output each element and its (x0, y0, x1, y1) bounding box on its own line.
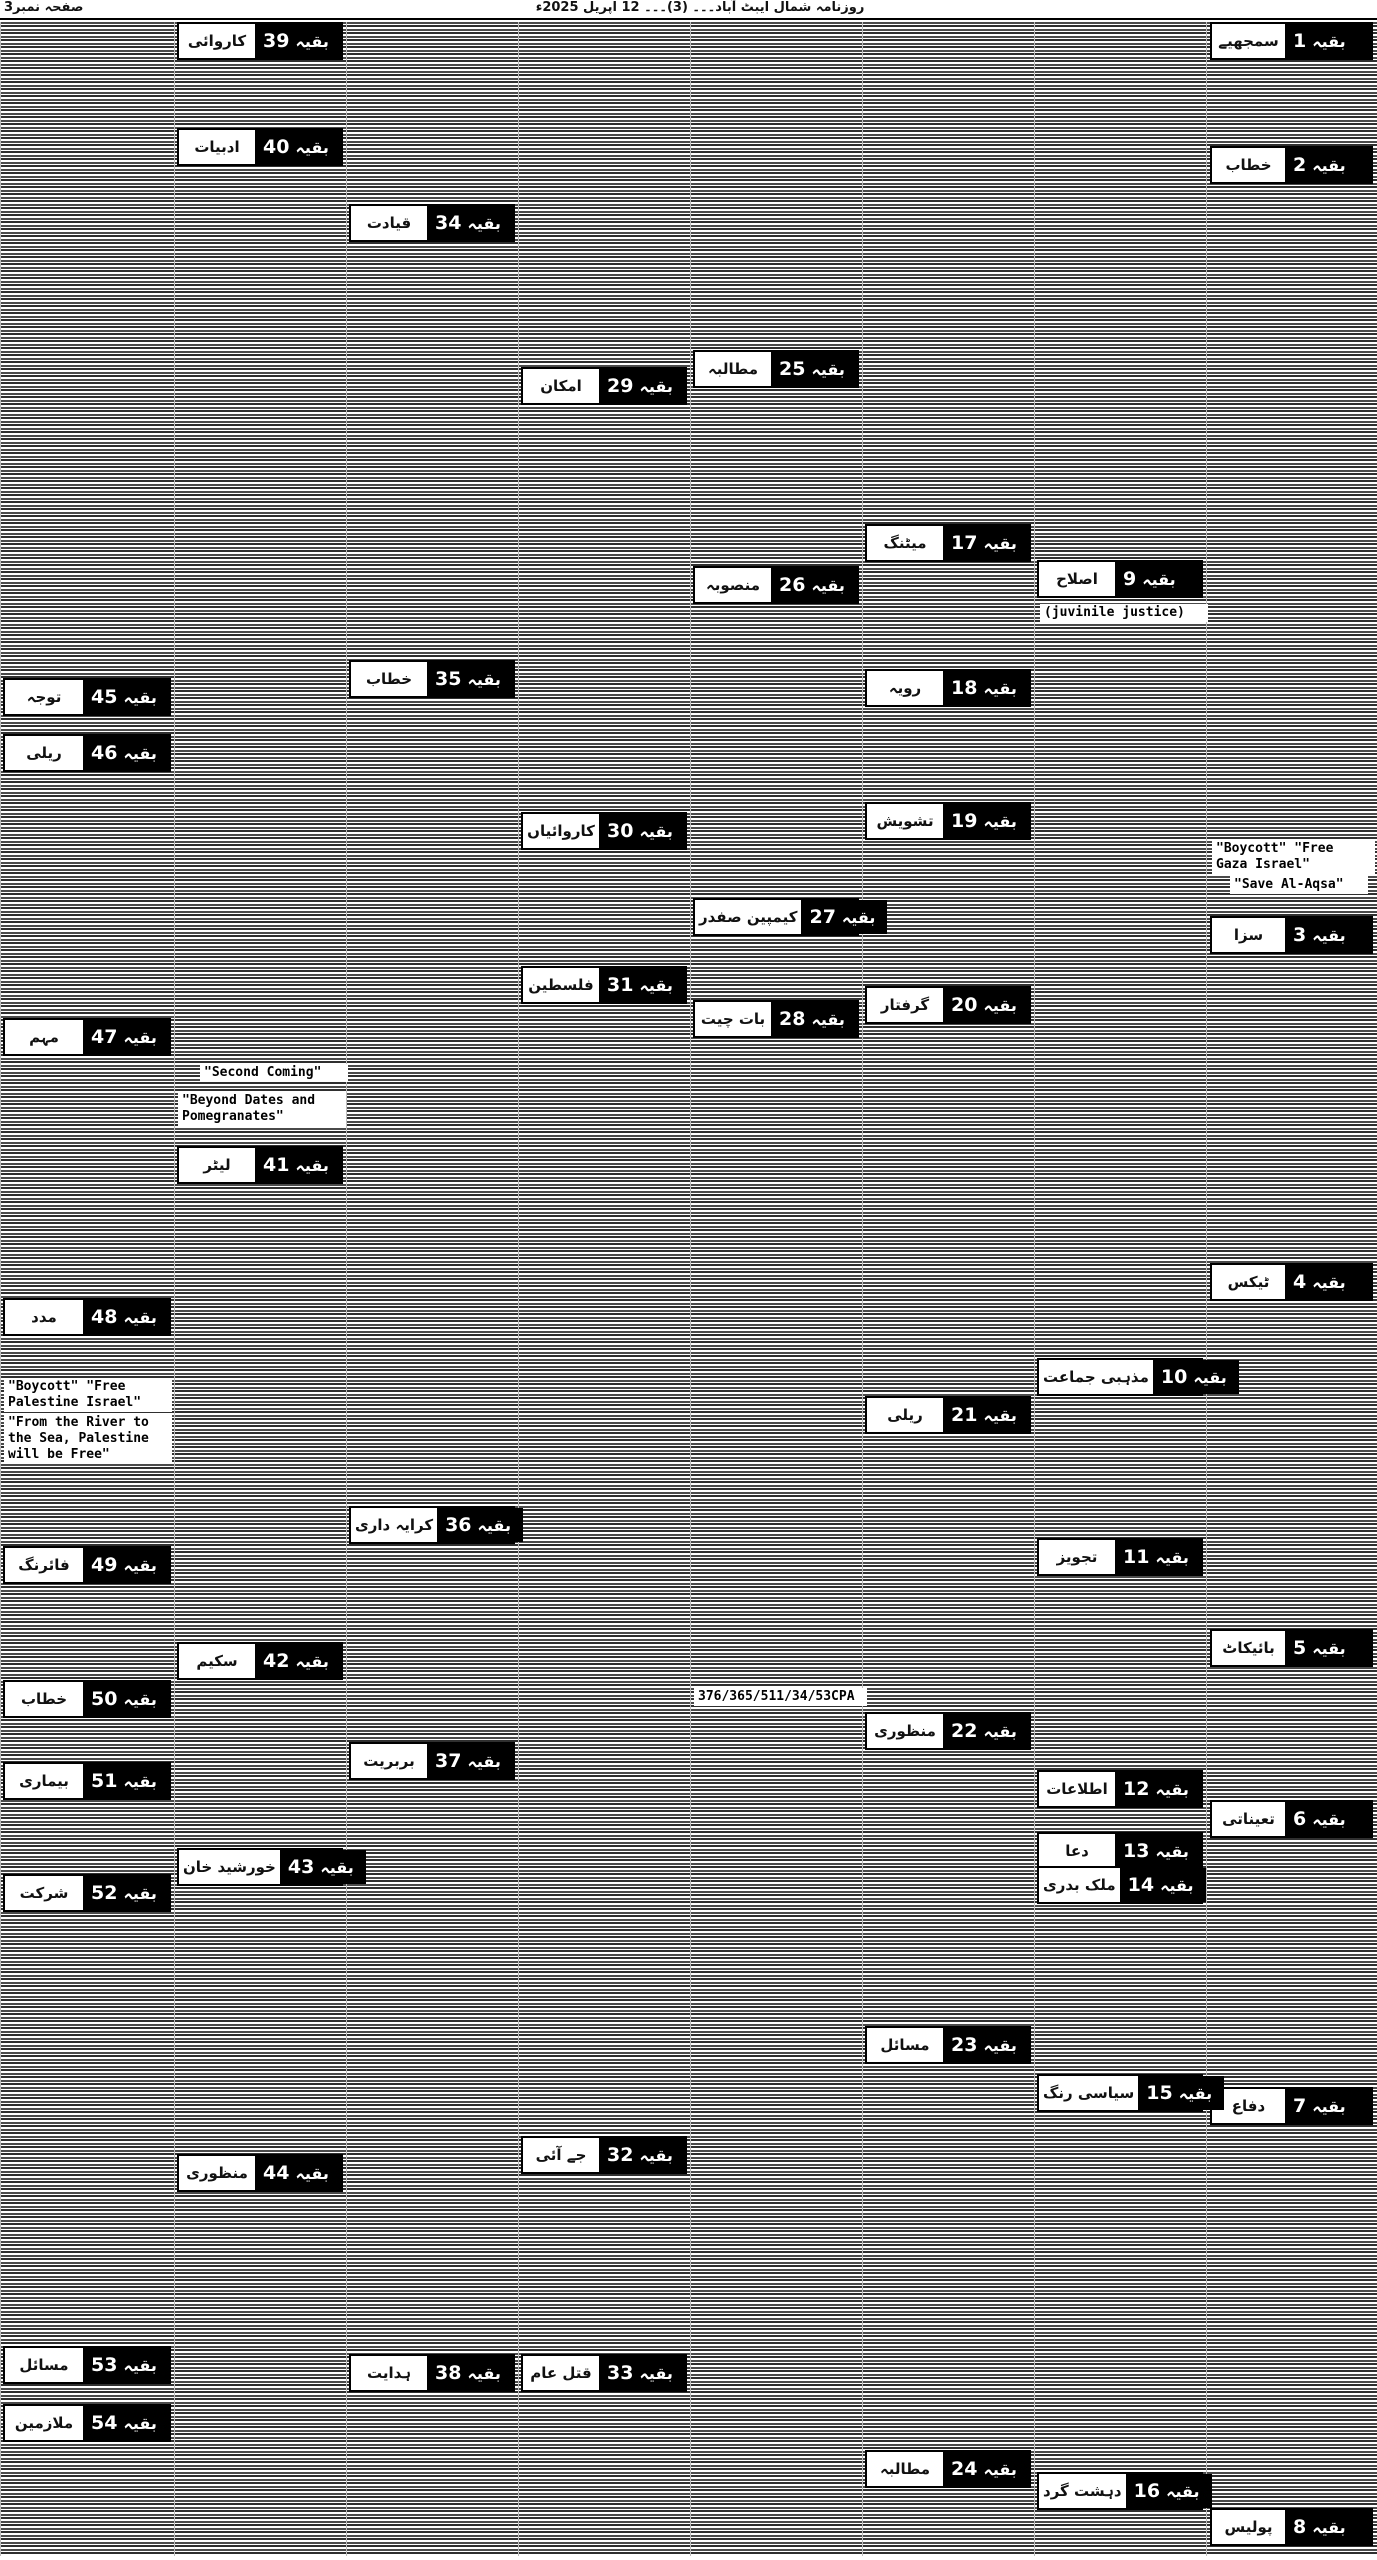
continuation-heading: منظوری بقیہ 22 (865, 1712, 1031, 1750)
continuation-heading: کاروائی بقیہ 39 (177, 22, 343, 60)
english-snippet: "Save Al-Aqsa" (1230, 876, 1368, 894)
continuation-heading: جے آئی بقیہ 32 (521, 2136, 687, 2174)
masthead (0, 0, 1377, 20)
continuation-heading: سزا بقیہ 3 (1210, 916, 1373, 954)
text-column (1034, 22, 1206, 2556)
continuation-heading: تشویش بقیہ 19 (865, 802, 1031, 840)
continuation-heading: مسائل بقیہ 23 (865, 2026, 1031, 2064)
english-snippet: "Boycott" "Free Gaza Israel" (1212, 840, 1375, 874)
continuation-heading: فائرنگ بقیہ 49 (3, 1546, 171, 1584)
continuation-heading: توجہ بقیہ 45 (3, 678, 171, 716)
continuation-heading: کرایہ داری بقیہ 36 (349, 1506, 515, 1544)
continuation-heading: سیاسی رنگ بقیہ 15 (1037, 2074, 1203, 2112)
continuation-heading: بائیکاٹ بقیہ 5 (1210, 1629, 1373, 1667)
continuation-heading: ہدایت بقیہ 38 (349, 2354, 515, 2392)
continuation-heading: پولیس بقیہ 8 (1210, 2508, 1373, 2546)
continuation-heading: بیماری بقیہ 51 (3, 1762, 171, 1800)
text-column (690, 22, 862, 2556)
continuation-heading: کیمپین صفدر بقیہ 27 (693, 898, 859, 936)
continuation-heading: خطاب بقیہ 35 (349, 660, 515, 698)
continuation-heading: مہم بقیہ 47 (3, 1018, 171, 1056)
continuation-heading: اطلاعات بقیہ 12 (1037, 1770, 1203, 1808)
continuation-heading: خطاب بقیہ 50 (3, 1680, 171, 1718)
text-column (346, 22, 518, 2556)
continuation-heading: ادبیات بقیہ 40 (177, 128, 343, 166)
continuation-heading: منصوبہ بقیہ 26 (693, 566, 859, 604)
date-line: روزنامہ شمال ایبٹ آباد۔۔۔ (3)۔۔۔ 12 اپریل 2025ء (535, 0, 865, 15)
continuation-heading: تعیناتی بقیہ 6 (1210, 1800, 1373, 1838)
continuation-heading: سکیم بقیہ 42 (177, 1642, 343, 1680)
continuation-heading: سمجھیے بقیہ 1 (1210, 22, 1373, 60)
english-snippet: (juvinile justice) (1040, 604, 1208, 622)
continuation-heading: منظوری بقیہ 44 (177, 2154, 343, 2192)
text-column (0, 22, 174, 2556)
continuation-heading: دفاع بقیہ 7 (1210, 2087, 1373, 2125)
continuation-heading: خطاب بقیہ 2 (1210, 146, 1373, 184)
continuation-heading: گرفتار بقیہ 20 (865, 986, 1031, 1024)
english-snippet: "Beyond Dates and Pomegranates" (178, 1092, 346, 1126)
continuation-heading: قیادت بقیہ 34 (349, 204, 515, 242)
continuation-heading: بات چیت بقیہ 28 (693, 1000, 859, 1038)
continuation-heading: دہشت گرد بقیہ 16 (1037, 2472, 1203, 2510)
english-snippet: "From the River to the Sea, Palestine will be Free" (4, 1414, 172, 1464)
continuation-heading: قتل عام بقیہ 33 (521, 2354, 687, 2392)
continuation-heading: مذہبی جماعت بقیہ 10 (1037, 1358, 1203, 1396)
english-snippet: "Boycott" "Free Palestine Israel" (4, 1378, 172, 1412)
text-column (862, 22, 1034, 2556)
english-snippet: 376/365/511/34/53CPA (694, 1688, 867, 1706)
continuation-heading: لیٹر بقیہ 41 (177, 1146, 343, 1184)
continuation-heading: شرکت بقیہ 52 (3, 1874, 171, 1912)
continuation-heading: میٹنگ بقیہ 17 (865, 524, 1031, 562)
continuation-heading: امکان بقیہ 29 (521, 367, 687, 405)
continuation-heading: ریلی بقیہ 21 (865, 1396, 1031, 1434)
continuation-heading: رویہ بقیہ 18 (865, 669, 1031, 707)
page-number: صفحہ نمبر3 (4, 0, 84, 15)
continuation-heading: ملک بدری بقیہ 14 (1037, 1866, 1203, 1904)
continuation-heading: کاروائیاں بقیہ 30 (521, 812, 687, 850)
continuation-heading: مسائل بقیہ 53 (3, 2346, 171, 2384)
continuation-heading: مطالبہ بقیہ 25 (693, 350, 859, 388)
continuation-heading: مطالبہ بقیہ 24 (865, 2450, 1031, 2488)
continuation-heading: بربریت بقیہ 37 (349, 1742, 515, 1780)
continuation-heading: خورشید خان بقیہ 43 (177, 1848, 343, 1886)
continuation-heading: ٹیکس بقیہ 4 (1210, 1263, 1373, 1301)
continuation-heading: اصلاح بقیہ 9 (1037, 560, 1203, 598)
continuation-heading: ریلی بقیہ 46 (3, 734, 171, 772)
continuation-heading: مدد بقیہ 48 (3, 1298, 171, 1336)
continuation-heading: تجویز بقیہ 11 (1037, 1538, 1203, 1576)
continuation-heading: دعا بقیہ 13 (1037, 1832, 1203, 1870)
continuation-heading: ملازمین بقیہ 54 (3, 2404, 171, 2442)
continuation-heading: فلسطین بقیہ 31 (521, 966, 687, 1004)
english-snippet: "Second Coming" (200, 1064, 348, 1082)
